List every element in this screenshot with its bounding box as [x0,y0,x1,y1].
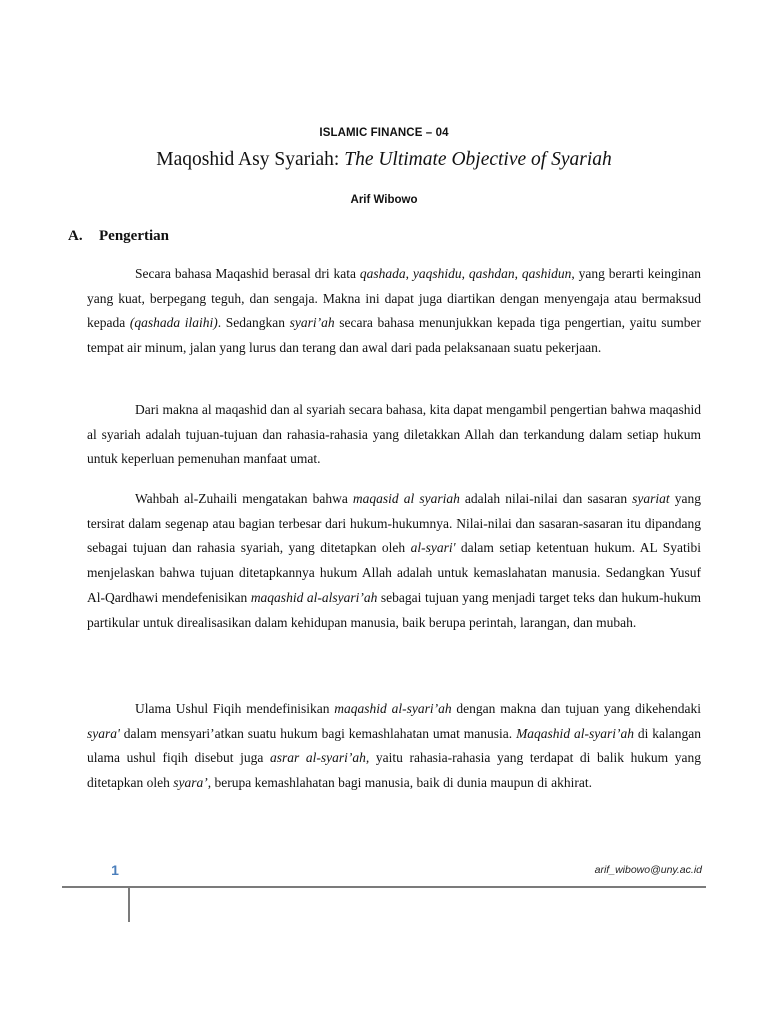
text-span: yaitu rahasia-rahasia yang terdapat di balik hukum yang ditetapkan oleh [87,750,701,791]
text-span: secara bahasa menunjukkan kepada tiga pengertian, yaitu sumber tempat air minum, jalan yang lurus dan terang dan awal dari pada pelaksanaan suatu pekerjaan. [87,315,702,356]
text-span: dalam mensyari’atkan suatu hukum bagi kemashlahatan umat manusia. [119,725,517,741]
text-span: , [514,266,522,281]
text-span: yang tersirat dalam segenap atau bagian terbesar dari hukum-hukumnya. Nilai-nilai dan sasaran-sasaran itu dipandang sebagai tujuan dan rahasia syariah, yang ditetapkan oleh [87,491,702,556]
text-span: Wahbah al-Zuhaili mengatakan bahwa [135,491,353,506]
italic-term: syara' [87,725,120,741]
footer-rule [62,886,706,888]
italic-term: syara’ [173,775,208,791]
text-span: adalah nilai-nilai dan sasaran [459,491,633,506]
paragraph-3 [87,487,701,635]
text-span: Secara bahasa Maqashid berasal dri kata [135,266,360,281]
italic-term: Maqashid al-syari’ah [516,725,634,741]
title-italic: The Ultimate Objective of Syariah [344,149,612,170]
section-title: Pengertian [99,228,169,244]
italic-term: qashidun [521,266,572,281]
section-heading [68,227,169,245]
text-span: , yang berarti keinginan yang kuat, berpegang teguh, dan sengaja. Makna ini dapat juga diartikan dengan menyengaja atau bermaksud kepada [87,266,702,331]
text-span: , berupa kemashlahatan bagi manusia, baik di dunia maupun di akhirat. [207,775,592,791]
italic-term: maqasid al syariah [352,491,460,506]
italic-term: yaqshidu [412,266,462,281]
series-title: ISLAMIC FINANCE – 04 [319,127,449,139]
text-span: . Sedangkan [217,315,290,331]
page-number: 1 [111,862,119,878]
section-letter: A. [68,228,83,244]
text-span: Ulama Ushul Fiqih mendefinisikan [135,701,335,716]
paragraph-1 [87,262,701,361]
text-span: , [461,266,469,281]
text-span: di kalangan ulama ushul fiqih disebut juga [87,725,702,766]
italic-term: syariat [632,491,670,506]
text-span: sebagai tujuan yang menjadi target teks dan hukum-hukum partikular untuk direalisasikan dalam kehidupan manusia, baik berupa perintah, larangan, dan mubah. [87,589,701,630]
paragraph-2 [87,398,701,472]
title-main: Maqoshid Asy Syariah: [156,149,345,170]
italic-term: qashdan [468,266,515,281]
author-name: Arif Wibowo [350,194,418,206]
italic-term: maqashid al-syari’ah [334,701,452,716]
text-span: dalam setiap ketentuan hukum. AL Syatibi menjelaskan bahwa tujuan ditetapkannya hukum Allah adalah untuk kemaslahatan manusia. Sedangkan Yusuf Al-Qardhawi mendefenisikan [87,540,701,605]
italic-term: (qashada ilaihi) [129,315,218,331]
italic-term: maqashid al-alsyari’ah [250,589,378,605]
italic-term: al-syari' [410,540,456,556]
text-span: , [405,266,413,281]
text-span: Dari makna al maqashid dan al syariah secara bahasa, kita dapat mengambil pengertian bahwa maqashid al syariah adalah tujuan-tujuan dan rahasia-rahasia yang diletakkan Allah dan terkandung dalam setiap hukum untuk keperluan pemenuhan manfaat umat. [87,402,701,467]
footer-divider [128,888,130,922]
italic-term: qashada [359,266,406,281]
text-span: dengan makna dan tujuan yang dikehendaki [451,701,701,716]
paragraph-4 [87,697,701,796]
italic-term: asrar al-syari’ah, [270,750,370,766]
document-title [0,148,768,172]
author-email: arif_wibowo@uny.ac.id [594,864,702,876]
italic-term: syari’ah [289,315,335,331]
